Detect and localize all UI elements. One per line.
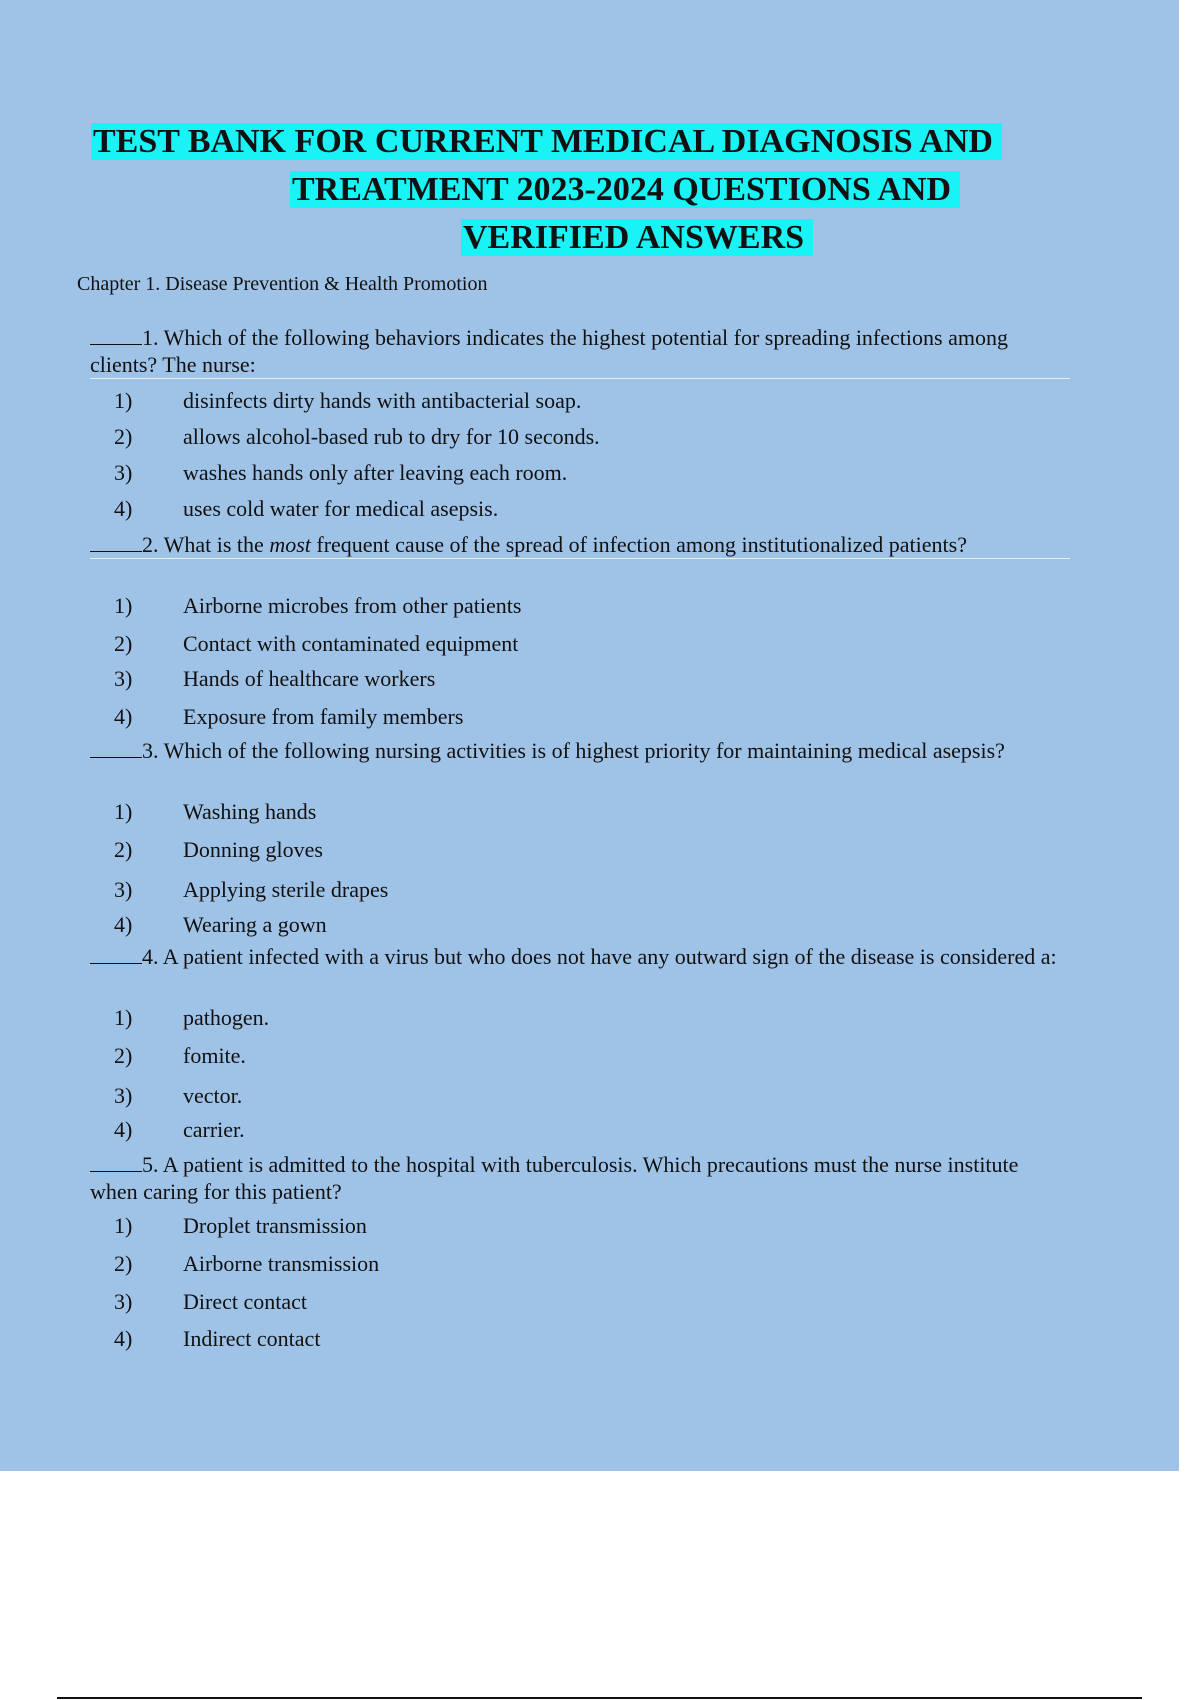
option-text: disinfects dirty hands with antibacterial soap.	[183, 388, 582, 413]
question-number: 1.	[142, 325, 159, 350]
option-number: 1)	[114, 1005, 133, 1030]
option-text: Exposure from family members	[183, 704, 464, 729]
question-1	[90, 324, 1070, 379]
question-text: A patient infected with a virus but who does not have any outward sign of the disease is considered a:	[162, 944, 1057, 969]
option-text: Donning gloves	[183, 837, 323, 862]
option-text: fomite.	[183, 1043, 246, 1068]
question-3	[90, 737, 1070, 764]
option-number: 2)	[114, 837, 133, 862]
option-number: 3)	[114, 877, 133, 902]
option-number: 3)	[114, 1083, 133, 1108]
option-text: Airborne microbes from other patients	[183, 593, 522, 618]
option-number: 4)	[114, 704, 133, 729]
question-text-before: What is the	[163, 532, 270, 557]
option-text: Droplet transmission	[183, 1213, 367, 1238]
question-number: 5.	[142, 1152, 159, 1177]
option-number: 2)	[114, 1251, 133, 1276]
option-text: vector.	[183, 1083, 243, 1108]
title-line-2-text: TREATMENT 2023-2024 QUESTIONS AND	[290, 171, 960, 208]
option-number: 2)	[114, 631, 133, 656]
option-number: 2)	[114, 424, 133, 449]
option-number: 3)	[114, 1289, 133, 1314]
title-line-2	[290, 166, 960, 214]
option-text: washes hands only after leaving each room.	[183, 460, 568, 485]
option-number: 2)	[114, 1043, 133, 1068]
answer-blank	[90, 327, 142, 345]
option-text: Direct contact	[183, 1289, 307, 1314]
option-number: 3)	[114, 666, 133, 691]
answer-blank	[90, 740, 142, 758]
option-text: Wearing a gown	[183, 912, 327, 937]
option-text: pathogen.	[183, 1005, 270, 1030]
option-text: Applying sterile drapes	[183, 877, 389, 902]
option-number: 1)	[114, 593, 133, 618]
question-text-after: frequent cause of the spread of infection among institutionalized patients?	[310, 532, 967, 557]
option-text: uses cold water for medical asepsis.	[183, 496, 499, 521]
option-number: 1)	[114, 1213, 133, 1238]
question-2	[90, 531, 1070, 559]
option-text: Contact with contaminated equipment	[183, 631, 519, 656]
option-number: 4)	[114, 912, 133, 937]
footer-rule	[57, 1697, 1142, 1699]
question-text: Which of the following nursing activities is of highest priority for maintaining medical asepsis?	[163, 738, 1005, 763]
title-line-3-text: VERIFIED ANSWERS	[461, 219, 813, 256]
question-text: Which of the following behaviors indicates the highest potential for spreading infections among clients? The nurse:	[90, 325, 1008, 377]
question-5	[90, 1151, 1070, 1205]
title-line-1	[91, 118, 1002, 166]
question-4	[90, 943, 1070, 970]
option-text: carrier.	[183, 1117, 245, 1142]
option-number: 3)	[114, 460, 133, 485]
option-text: Indirect contact	[183, 1326, 321, 1351]
question-text: A patient is admitted to the hospital with tuberculosis. Which precautions must the nurse institute when caring for this patient?	[90, 1152, 1019, 1204]
question-number: 3.	[142, 738, 159, 763]
question-number: 2.	[142, 532, 159, 557]
option-text: Washing hands	[183, 799, 317, 824]
option-number: 4)	[114, 496, 133, 521]
option-number: 4)	[114, 1326, 133, 1351]
option-text: Airborne transmission	[183, 1251, 380, 1276]
title-line-1-text: TEST BANK FOR CURRENT MEDICAL DIAGNOSIS AND	[91, 123, 1002, 160]
answer-blank	[90, 1154, 142, 1172]
option-number: 1)	[114, 388, 133, 413]
option-text: Hands of healthcare workers	[183, 666, 436, 691]
answer-blank	[90, 946, 142, 964]
answer-blank	[90, 534, 142, 552]
option-number: 1)	[114, 799, 133, 824]
chapter-heading: Chapter 1. Disease Prevention & Health Promotion	[77, 273, 488, 295]
option-number: 4)	[114, 1117, 133, 1142]
title-line-3	[461, 214, 813, 262]
question-text-emphasis: most	[269, 532, 311, 557]
option-text: allows alcohol-based rub to dry for 10 seconds.	[183, 424, 600, 449]
question-number: 4.	[142, 944, 159, 969]
